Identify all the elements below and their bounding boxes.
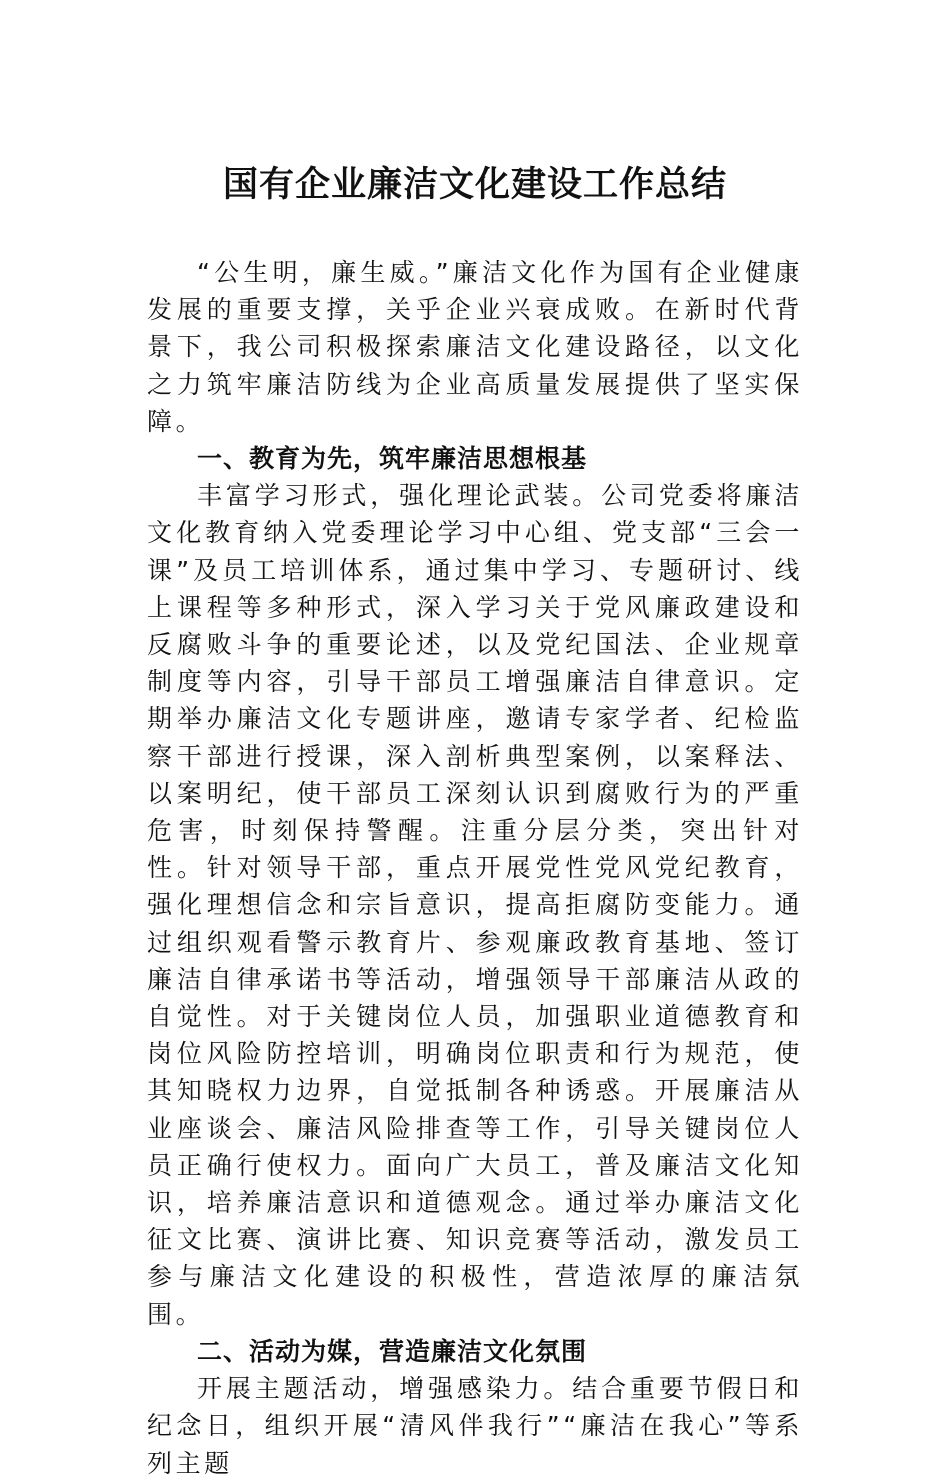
- document-title: 国有企业廉洁文化建设工作总结: [222, 164, 727, 205]
- section-paragraph-2: 开展主题活动，增强感染力。结合重要节假日和纪念日，组织开展“清风伴我行”“廉洁在我心”等系列主题: [147, 1374, 803, 1478]
- document-body: [147, 254, 803, 1482]
- intro-paragraph: “公生明，廉生威。”廉洁文化作为国有企业健康发展的重要支撑，关乎企业兴衰成败。在新时代背景下，我公司积极探索廉洁文化建设路径，以文化之力筑牢廉洁防线为企业高质量发展提供了坚实保障。: [147, 258, 803, 436]
- section-heading-2: 二、活动为媒，营造廉洁文化氛围: [197, 1336, 588, 1366]
- section-paragraph-1: 丰富学习形式，强化理论武装。公司党委将廉洁文化教育纳入党委理论学习中心组、党支部“三会一课”及员工培训体系，通过集中学习、专题研讨、线上课程等多种形式，深入学习关于党风廉政建设和反腐败斗争的重要论述，以及党纪国法、企业规章制度等内容，引导干部员工增强廉洁自律意识。定期举办廉洁文化专题讲座，邀请专家学者、纪检监察干部进行授课，深入剖析典型案例，以案释法、以案明纪，使干部员工深刻认识到腐败行为的严重危害，时刻保持警醒。注重分层分类，突出针对性。针对领导干部，重点开展党性党风党纪教育，强化理想信念和宗旨意识，提高拒腐防变能力。通过组织观看警示教育片、参观廉政教育基地、签订廉洁自律承诺书等活动，增强领导干部廉洁从政的自觉性。对于关键岗位人员，加强职业道德教育和岗位风险防控培训，明确岗位职责和行为规范，使其知晓权力边界，自觉抵制各种诱惑。开展廉洁从业座谈会、廉洁风险排查等工作，引导关键岗位人员正确行使权力。面向广大员工，普及廉洁文化知识，培养廉洁意识和道德观念。通过举办廉洁文化征文比赛、演讲比赛、知识竞赛等活动，激发员工参与廉洁文化建设的积极性，营造浓厚的廉洁氛围。: [147, 481, 803, 1329]
- section-heading-1: 一、教育为先，筑牢廉洁思想根基: [197, 444, 588, 474]
